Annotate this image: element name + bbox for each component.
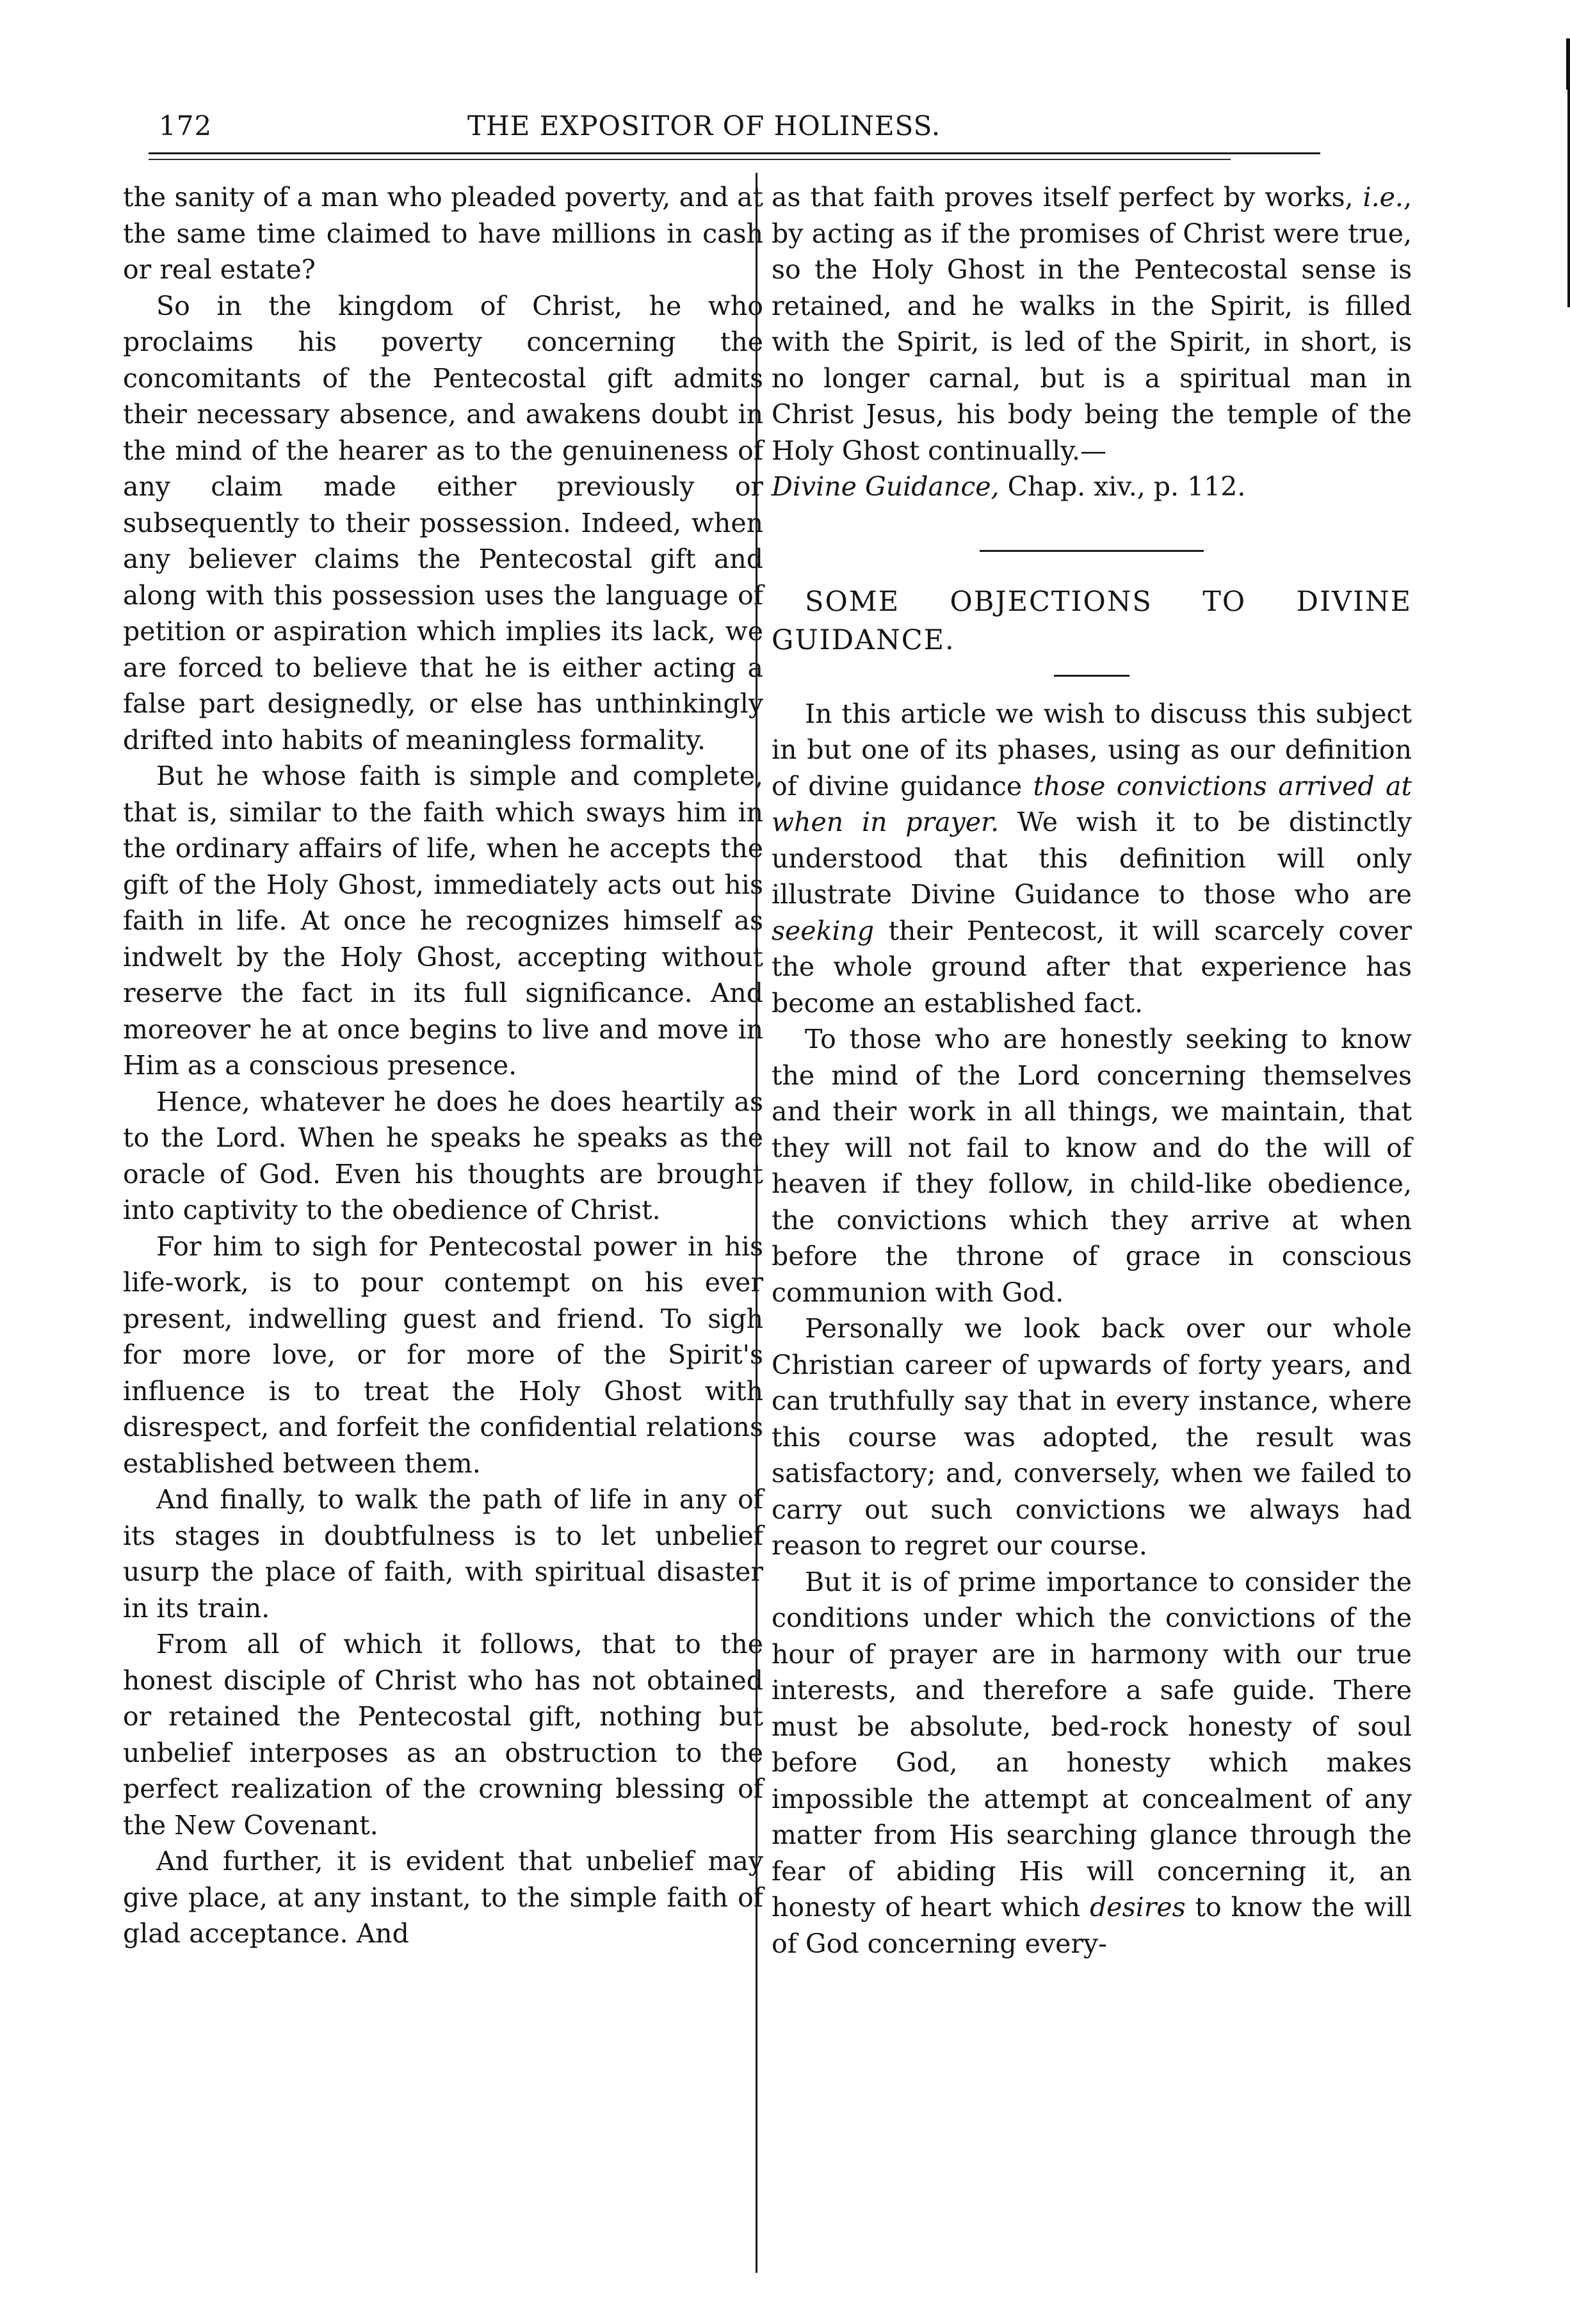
paragraph: For him to sigh for Pentecostal power in his life-work, is to pour contempt on his ever present, indwelling guest and friend. To sigh for more love, or for more of the Spirit's influence is to treat the Holy Ghost with disrespect, and forfeit the confidential relations established between them. (123, 1231, 763, 1479)
paragraph: So in the kingdom of Christ, he who proclaims his poverty concerning the concomitants of the Pentecostal gift admits their necessary absence, and awakens doubt in the mind of the hearer as to the genuineness of any claim made either previously or subsequently to their possession. Indeed, when any believer claims the Pentecostal gift and along with this possession uses the language of petition or aspiration which implies its lack, we are forced to believe that he is either acting a false part designedly, or else has unthinkingly drifted into habits of meaningless formality. (123, 290, 763, 755)
heading-rule (1054, 675, 1129, 677)
page-number: 172 (159, 110, 213, 141)
section-divider (980, 550, 1204, 552)
paragraph (772, 179, 1412, 469)
citation-detail: Chap. xiv., p. 112. (999, 471, 1246, 502)
text-run: as that faith proves itself perfect by works, (772, 182, 1363, 213)
text-run: , by acting as if the promises of Christ were true, so the Holy Ghost in the Pentecostal sense is retained, and he walks in the Spirit, is filled with the Spirit, is led of the Spirit, in short, is no longer carnal, but is a spiritual man in Christ Jesus, his body being the temple of the Holy Ghost continually.— (772, 182, 1412, 466)
paragraph: And finally, to walk the path of life in any of its stages in doubtfulness is to let unbelief usurp the place of faith, with spiritual disaster in its train. (123, 1484, 763, 1624)
text-run: But it is of prime importance to consider the conditions under which the convictions of the hour of prayer are in harmony with our true interests, and therefore a safe guide. There must be absolute, bed-rock honesty of soul before God, an honesty which makes impossible the attempt at concealment of any matter from His searching glance through the fear of abiding His will concerning it, an honesty of heart which (772, 1566, 1412, 1923)
header-rule-secondary (149, 159, 1231, 160)
paragraph: But he whose faith is simple and complete, that is, similar to the faith which sways him in the ordinary affairs of life, when he accepts the gift of the Holy Ghost, immediately acts out his faith in life. At once he recognizes himself as indwelt by the Holy Ghost, accepting without reserve the fact in its full significance. And moreover he at once begins to live and move in Him as a conscious presence. (123, 761, 763, 1081)
citation-title: Divine Guidance, (772, 471, 999, 502)
left-column (123, 179, 763, 1952)
text-run: We wish it to be distinctly understood that this definition will only illustrate Divine Guidance to those who are (772, 807, 1412, 910)
italic-text: seeking (772, 915, 875, 946)
header-rule (149, 152, 1320, 154)
article-heading: SOME OBJECTIONS TO DIVINE GUIDANCE. (772, 585, 1412, 656)
italic-text: i.e. (1363, 182, 1404, 213)
italic-text: those convictions arrived at when in prayer. (772, 770, 1412, 837)
paragraph: And further, it is evident that unbelief may give place, at any instant, to the simple faith of glad acceptance. And (123, 1846, 763, 1949)
right-column (772, 179, 1412, 1962)
paragraph: To those who are honestly seeking to know the mind of the Lord concerning themselves and their work in all things, we maintain, that they will not fail to know and do the will of heaven if they follow, in child-like obedience, the convictions which they arrive at when before the throne of grace in conscious communion with God. (772, 1024, 1412, 1308)
paragraph (772, 1564, 1412, 1962)
page-edge-mark (1566, 38, 1570, 90)
paragraph: Hence, whatever he does he does heartily as to the Lord. When he speaks he speaks as the oracle of God. Even his thoughts are brought into captivity to the obedience of Christ. (123, 1086, 763, 1225)
paragraph: the sanity of a man who pleaded poverty, and at the same time claimed to have millions in cash or real estate? (123, 182, 763, 285)
text-run: their Pentecost, it will scarcely cover the whole ground after that experience has become an established fact. (772, 915, 1412, 1019)
running-header (149, 110, 1320, 155)
paragraph (772, 696, 1412, 1022)
text-run: to know the will of God concerning every- (772, 1892, 1412, 1959)
page-edge-mark (1567, 90, 1570, 307)
journal-title: THE EXPOSITOR OF HOLINESS. (467, 110, 941, 141)
text-run: In this article we wish to discuss this subject in but one of its phases, using as our definition of divine guidance (772, 698, 1412, 802)
italic-text: desires (1090, 1892, 1186, 1923)
citation (772, 469, 1412, 505)
paragraph: Personally we look back over our whole Christian career of upwards of forty years, and can truthfully say that in every instance, where this course was adopted, the result was satisfactory; and, conversely, when we failed to carry out such convictions we always had reason to regret our course. (772, 1313, 1412, 1561)
paragraph: From all of which it follows, that to the honest disciple of Christ who has not obtained or retained the Pentecostal gift, nothing but unbelief interposes as an obstruction to the perfect realization of the crowning blessing of the New Covenant. (123, 1629, 763, 1841)
